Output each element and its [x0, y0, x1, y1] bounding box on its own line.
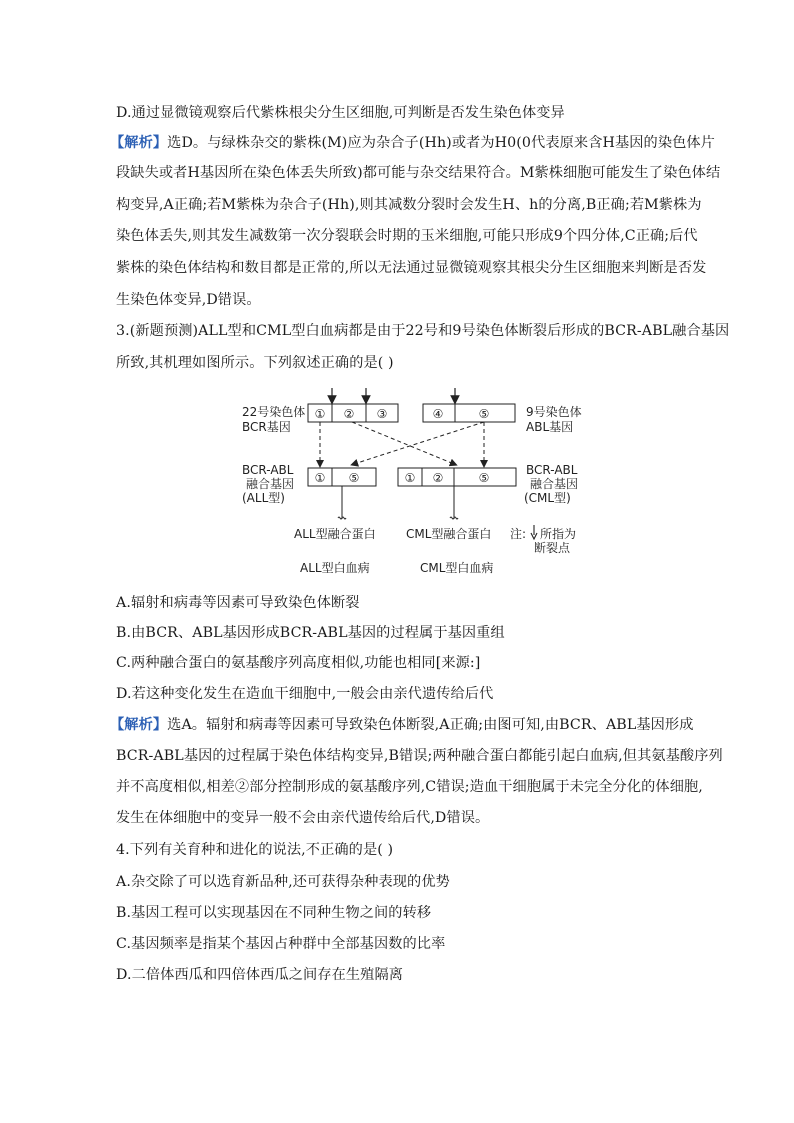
segment-3: ③ — [376, 407, 388, 421]
analysis-q2-line5: 紫株的染色体结构和数目都是正常的,所以无法通过显微镜观察其根尖分生区细胞来判断是否发 — [116, 260, 707, 276]
question-3-line1: 3.(新题预测)ALL型和CML型白血病都是由于22号和9号染色体断裂后形成的BCR-ABL融合基因 — [116, 323, 730, 339]
analysis-q3-line3: 并不高度相似,相差②部分控制形成的氨基酸序列,C错误;造血干细胞属于未完全分化的体细胞, — [116, 779, 703, 795]
cml-segment-1: ① — [404, 471, 416, 485]
arrow-seg5-to-all — [354, 422, 484, 464]
analysis-q3-line2: BCR-ABL基因的过程属于染色体结构变异,B错误;两种融合蛋白都能引起白血病,但其氨基酸序列 — [116, 748, 723, 764]
note-arrow-icon — [531, 525, 537, 539]
segment-1: ① — [314, 407, 326, 421]
analysis-q2-line2: 段缺失或者H基因所在染色体丢失所致)都可能与杂交结果符合。M紫株细胞可能发生了染色体结 — [116, 165, 721, 181]
abl-gene-label: ABL基因 — [526, 420, 574, 434]
chr22-bar — [308, 404, 398, 422]
cml-fusion-label-1: BCR-ABL — [526, 463, 578, 477]
analysis-q2-line3: 构变异,A正确;若M紫株为杂合子(Hh),则其减数分裂时会发生H、h的分离,B正确;若M紫株为 — [116, 197, 702, 213]
note-text-1: 所指为 — [540, 527, 577, 541]
option-c-q3: C.两种融合蛋白的氨基酸序列高度相似,功能也相同[来源:] — [116, 655, 481, 671]
bcr-gene-label: BCR基因 — [242, 420, 291, 434]
cml-segment-2: ② — [432, 471, 444, 485]
analysis-q2-line4: 染色体丢失,则其发生减数第一次分裂联会时期的玉米细胞,可能只形成9个四分体,C正确;后代 — [116, 228, 698, 244]
option-d-q2: D.通过显微镜观察后代紫株根尖分生区细胞,可判断是否发生染色体变异 — [116, 105, 565, 121]
segment-5: ⑤ — [478, 407, 490, 421]
option-a-q3: A.辐射和病毒等因素可导致染色体断裂 — [116, 595, 360, 611]
all-fusion-label-1: BCR-ABL — [242, 463, 294, 477]
analysis-text: 选A。辐射和病毒等因素可导致染色体断裂,A正确;由图可知,由BCR、ABL基因形成 — [167, 717, 694, 733]
chr9-label: 9号染色体 — [526, 405, 582, 419]
analysis-text: 选D。与绿株杂交的紫株(M)应为杂合子(Hh)或者为H0(0代表原来含H基因的染色体片 — [167, 135, 715, 151]
analysis-q3-line1 — [110, 715, 694, 735]
option-d-q4: D.二倍体西瓜和四倍体西瓜之间存在生殖隔离 — [116, 967, 404, 983]
segment-2: ② — [343, 407, 355, 421]
option-d-q3: D.若这种变化发生在造血干细胞中,一般会由亲代遗传给后代 — [116, 686, 494, 702]
analysis-q2-line6: 生染色体变异,D错误。 — [116, 292, 261, 308]
cml-fusion-bar — [398, 468, 516, 486]
option-b-q3: B.由BCR、ABL基因形成BCR-ABL基因的过程属于基因重组 — [116, 625, 505, 641]
arrow-seg12-to-cml — [352, 422, 454, 464]
all-fusion-bar — [308, 468, 376, 486]
option-b-q4: B.基因工程可以实现基因在不同种生物之间的转移 — [116, 905, 432, 921]
chr22-label: 22号染色体 — [242, 405, 306, 419]
question-3-line2: 所致,其机理如图所示。下列叙述正确的是( ) — [116, 355, 394, 371]
cml-squiggle — [450, 517, 458, 519]
all-fusion-label-2: 融合基因 — [246, 477, 295, 491]
note-label: 注: — [510, 527, 527, 541]
analysis-q3-line4: 发生在体细胞中的变异一般不会由亲代遗传给后代,D错误。 — [116, 810, 490, 826]
cml-disease-label: CML型白血病 — [420, 561, 494, 575]
all-fusion-label-3: (ALL型) — [242, 491, 285, 505]
analysis-q2-line1 — [110, 133, 715, 153]
all-disease-label: ALL型白血病 — [300, 561, 370, 575]
analysis-tag: 【解析】 — [110, 717, 168, 733]
all-squiggle — [338, 517, 346, 519]
chr9-bar — [423, 404, 515, 422]
cml-segment-5: ⑤ — [478, 471, 490, 485]
option-a-q4: A.杂交除了可以选育新品种,还可获得杂种表现的优势 — [116, 874, 450, 890]
note-text-2: 断裂点 — [534, 541, 571, 555]
cml-protein-label: CML型融合蛋白 — [406, 527, 492, 541]
all-segment-5: ⑤ — [348, 471, 360, 485]
bcr-abl-fusion-diagram — [232, 382, 592, 582]
segment-4: ④ — [432, 407, 444, 421]
cml-fusion-label-3: (CML型) — [524, 491, 571, 505]
all-protein-label: ALL型融合蛋白 — [294, 527, 376, 541]
cml-fusion-label-2: 融合基因 — [530, 477, 579, 491]
analysis-tag: 【解析】 — [110, 135, 168, 151]
option-c-q4: C.基因频率是指某个基因占种群中全部基因数的比率 — [116, 936, 446, 952]
question-4: 4.下列有关育种和进化的说法,不正确的是( ) — [116, 842, 394, 858]
all-segment-1: ① — [314, 471, 326, 485]
